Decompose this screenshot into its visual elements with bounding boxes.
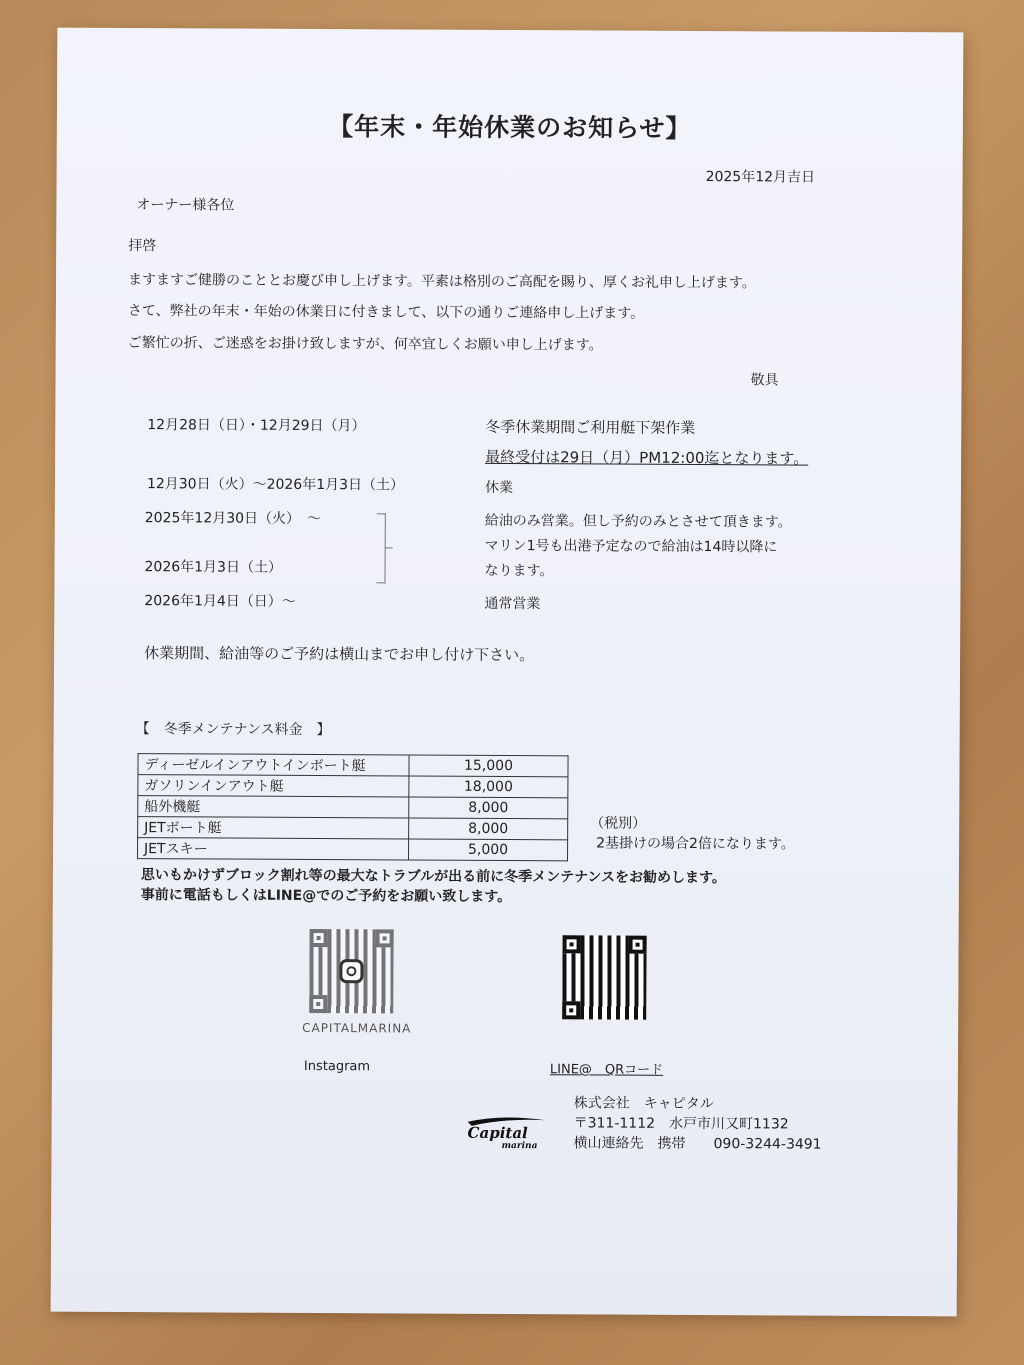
schedule-row3-start: 2025年12月30日（火） 〜 — [144, 510, 322, 528]
table-row — [138, 838, 568, 861]
notice-date: 2025年12月吉日 — [705, 169, 816, 186]
double-note: 2基掛けの場合2倍になります。 — [596, 835, 795, 853]
instagram-label: Instagram — [303, 1058, 371, 1075]
capital-marina-logo — [461, 1112, 551, 1152]
recommend-line-1: 思いもかけずブロック割れ等の最大なトラブルが出る前に冬季メンテナンスをお勧めします。 — [140, 867, 726, 887]
table-cell-name: JETスキー — [138, 838, 409, 860]
qr-finder-icon — [562, 1001, 580, 1019]
line-qr-label: LINE@ QRコード — [549, 1062, 664, 1078]
body-line-1: ますますご健勝のこととお慶び申し上げます。平素は格別のご高配を賜り、厚くお礼申し上げます。 — [128, 272, 756, 292]
notice-title: 【年末・年始休業のお知らせ】 — [328, 112, 692, 143]
instagram-icon — [339, 959, 363, 983]
schedule-row3-desc-3: なります。 — [484, 562, 554, 580]
table-cell-name: ディーゼルインアウトインボート艇 — [138, 754, 409, 776]
body-line-2: さて、弊社の年末・年始の休業日に付きまして、以下の通りご連絡申し上げます。 — [127, 303, 645, 322]
schedule-row4-dates: 2026年1月4日（日）〜 — [144, 593, 296, 610]
logo-sub: marina — [501, 1140, 538, 1152]
table-cell-price: 15,000 — [409, 755, 568, 777]
line-qr-code[interactable] — [562, 935, 646, 1019]
schedule-row3-desc-2: マリン1号も出港予定なので給油は14時以降に — [484, 537, 778, 556]
schedule-row1-desc: 冬季休業期間ご利用艇下架作業 — [485, 417, 696, 437]
contact-note: 休業期間、給油等のご予約は横山までお申し付け下さい。 — [144, 644, 535, 665]
table-row — [138, 817, 568, 840]
qr-finder-icon — [310, 929, 328, 947]
qr-finder-icon — [629, 936, 647, 954]
recommend-line-2: 事前に電話もしくはLINE@でのご予約をお願い致します。 — [140, 887, 512, 906]
table-cell-price: 8,000 — [409, 818, 568, 840]
table-cell-price: 8,000 — [409, 797, 568, 819]
schedule-row2-dates: 12月30日（火）〜2026年1月3日（土） — [146, 476, 405, 494]
table-cell-name: JETボート艇 — [138, 817, 409, 839]
qr-finder-icon — [563, 935, 581, 953]
schedule-row1-note: 最終受付は29日（月）PM12:00迄となります。 — [485, 447, 809, 468]
addressee: オーナー様各位 — [136, 197, 235, 214]
schedule-row1-dates: 12月28日（日）・12月29日（月） — [147, 417, 366, 435]
schedule-row3-end: 2026年1月3日（土） — [144, 559, 283, 576]
logo-word: Capital — [467, 1123, 528, 1143]
schedule-row3-desc-1: 給油のみ営業。但し予約のみとさせて頂きます。 — [484, 512, 792, 531]
maintenance-heading: 【 冬季メンテナンス料金 】 — [135, 721, 331, 739]
table-cell-price: 18,000 — [409, 776, 568, 798]
schedule-row2-desc: 休業 — [484, 479, 514, 497]
table-row — [138, 775, 568, 798]
qr-finder-icon — [309, 995, 327, 1013]
company-address: 〒311-1112 水戸市川又町1132 — [573, 1115, 789, 1133]
maintenance-price-table — [137, 753, 569, 861]
table-cell-name: ガソリンインアウト艇 — [138, 775, 409, 797]
table-row — [138, 796, 568, 819]
company-contact: 横山連絡先 携帯 090-3244-3491 — [573, 1135, 822, 1153]
schedule-row4-desc: 通常営業 — [484, 595, 541, 613]
salutation: 拝啓 — [128, 238, 157, 255]
company-name: 株式会社 キャピタル — [573, 1095, 714, 1113]
instagram-brand: CAPITALMARINA — [302, 1020, 412, 1036]
closing: 敬具 — [750, 372, 779, 389]
table-cell-name: 船外機艇 — [138, 796, 409, 818]
table-row — [138, 754, 568, 777]
table-cell-price: 5,000 — [409, 839, 568, 861]
qr-finder-icon — [376, 929, 394, 947]
notice-paper — [51, 28, 964, 1317]
tax-note: （税別） — [590, 815, 647, 832]
period-bracket — [376, 513, 385, 583]
body-line-3: ご繁忙の折、ご迷惑をお掛け致しますが、何卒宜しくお願い申し上げます。 — [127, 335, 603, 354]
